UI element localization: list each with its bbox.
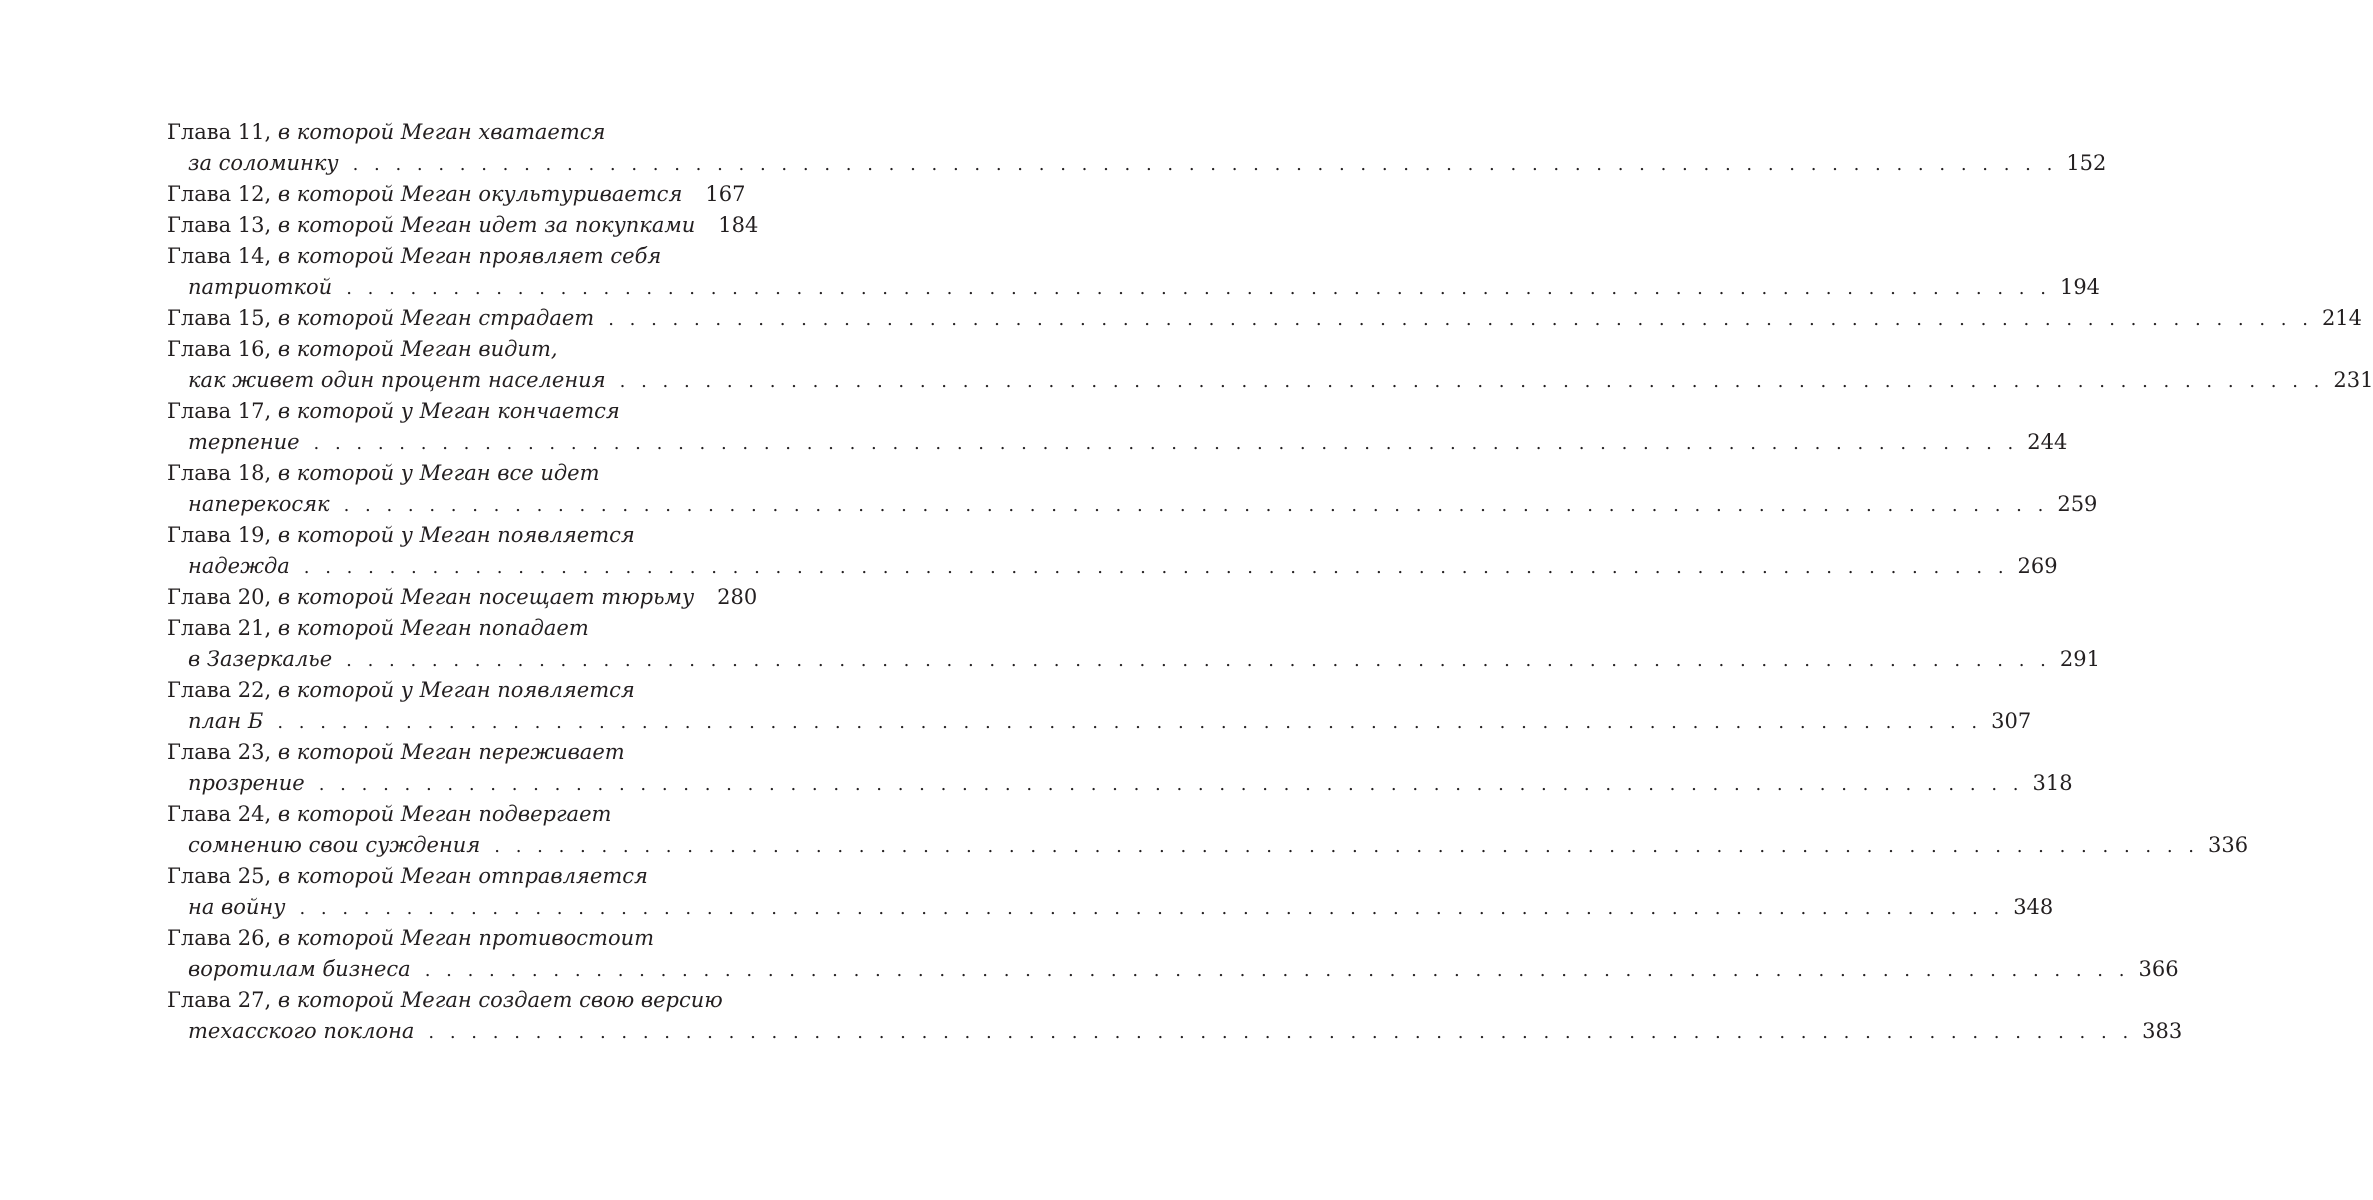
chapter-title: как живет один процент населения (188, 368, 606, 392)
toc-entry-continuation-line (167, 365, 2373, 396)
toc-entry[interactable] (167, 179, 746, 210)
chapter-title: в которой у Меган кончается (277, 399, 620, 423)
dot-leader: . . . . . . . . . . . . . . . . . . . . . . . . . . . . . . . . . . . . . . . . . . . . . . . . . . . . . . . . . . . . . . . . . . . . . . . . . . . . . . . . (352, 154, 2058, 175)
chapter-label: Глава 25, (167, 864, 272, 888)
dot-leader: . . . . . . . . . . . . . . . . . . . . . . . . . . . . . . . . . . . . . . . . . . . . . . . . . . . . . . . . . . . . . . . . . . . . . . . . . . . . . . . . (608, 309, 2313, 330)
page-number: 214 (2321, 306, 2363, 330)
chapter-label: Глава 18, (167, 461, 272, 485)
chapter-label: Глава 23, (167, 740, 272, 764)
dot-leader: . . . . . . . . . . . . . . . . . . . . . . . . . . . . . . . . . . . . . . . . . . . . . . . . . . . . . . . . . . . . . . . . . . . . . . . . . . . . . . . . (313, 433, 2019, 454)
chapter-title: техасского поклона (188, 1019, 415, 1043)
chapter-title: на войну (188, 895, 286, 919)
dot-leader: . . . . . . . . . . . . . . . . . . . . . . . . . . . . . . . . . . . . . . . . . . . . . . . . . . . . . . . . . . . . . . . . . . . . . . . . . . . . . . . . (346, 278, 2051, 299)
chapter-title: в которой Меган создает свою версию (277, 988, 723, 1012)
chapter-title: воротилам бизнеса (188, 957, 411, 981)
toc-entry-first-line (167, 799, 727, 830)
page-number: 184 (718, 213, 759, 237)
toc-entry[interactable] (167, 117, 2107, 179)
toc-entry-continuation-line (167, 768, 2073, 799)
toc-entry-first-line (167, 737, 727, 768)
toc-entry[interactable] (167, 241, 2101, 303)
chapter-label: Глава 16, (167, 337, 272, 361)
page-number: 280 (717, 585, 758, 609)
chapter-title: в которой у Меган появляется (277, 523, 635, 547)
toc-entry[interactable] (167, 458, 2098, 520)
chapter-label: Глава 12, (167, 182, 272, 206)
chapter-label: Глава 17, (167, 399, 272, 423)
dot-leader: . . . . . . . . . . . . . . . . . . . . . . . . . . . . . . . . . . . . . . . . . . . . . . . . . . . . . . . . . . . . . . . . . . . . . . . . . . . . . . . . (318, 774, 2024, 795)
dot-leader: . . . . . . . . . . . . . . . . . . . . . . . . . . . . . . . . . . . . . . . . . . . . . . . . . . . . . . . . . . . . . . . . . . . . . . . . . . . . . . . . (619, 371, 2325, 392)
toc-entry[interactable] (167, 675, 2032, 737)
dot-leader: . . . . . . . . . . . . . . . . . . . . . . . . . . . . . . . . . . . . . . . . . . . . . . . . . . . . . . . . . . . . . . . . . . . . . . . . . . . . . . . . (428, 1022, 2134, 1043)
page-number: 318 (2032, 771, 2073, 795)
toc-entry-continuation-line (167, 1016, 2183, 1047)
toc-entry-first-line (167, 458, 727, 489)
chapter-title: в которой Меган страдает (277, 306, 595, 330)
toc-entry[interactable] (167, 985, 2183, 1047)
toc-entry[interactable] (167, 799, 2249, 861)
toc-entry-first-line (167, 675, 727, 706)
chapter-label: Глава 24, (167, 802, 272, 826)
toc-entry-first-line (167, 582, 758, 613)
page-number: 167 (705, 182, 746, 206)
chapter-title: в которой Меган подвергает (277, 802, 612, 826)
chapter-title: сомнению свои суждения (188, 833, 481, 857)
toc-entry-first-line (167, 334, 727, 365)
page-number: 244 (2027, 430, 2068, 454)
dot-leader: . . . . . . . . . . . . . . . . . . . . . . . . . . . . . . . . . . . . . . . . . . . . . . . . . . . . . . . . . . . . . . . . . . . . . . . . . . . . . . . . (299, 898, 2005, 919)
toc-entry-continuation-line (167, 489, 2098, 520)
chapter-title: в которой Меган видит, (277, 337, 558, 361)
toc-entry-continuation-line (167, 551, 2058, 582)
page-number: 348 (2013, 895, 2054, 919)
chapter-label: Глава 11, (167, 120, 272, 144)
toc-entry-continuation-line (167, 706, 2032, 737)
page-number: 336 (2208, 833, 2249, 857)
chapter-title: в которой Меган идет за покупками (277, 213, 696, 237)
toc-entry-continuation-line (167, 892, 2054, 923)
chapter-title: в которой Меган окультуривается (277, 182, 683, 206)
toc-entry[interactable] (167, 210, 759, 241)
toc-entry-first-line (167, 861, 727, 892)
page-number: 259 (2057, 492, 2098, 516)
page-number: 152 (2066, 151, 2107, 175)
dot-leader: . . . . . . . . . . . . . . . . . . . . . . . . . . . . . . . . . . . . . . . . . . . . . . . . . . . . . . . . . . . . . . . . . . . . . . . . . . . . . . . . (277, 712, 1983, 733)
chapter-label: Глава 19, (167, 523, 272, 547)
dot-leader: . . . . . . . . . . . . . . . . . . . . . . . . . . . . . . . . . . . . . . . . . . . . . . . . . . . . . . . . . . . . . . . . . . . . . . . . . . . . . . . . (494, 836, 2199, 857)
toc-entry[interactable] (167, 396, 2068, 458)
toc-entry-first-line (167, 396, 727, 427)
toc-entry-first-line (167, 210, 759, 241)
dot-leader: . . . . . . . . . . . . . . . . . . . . . . . . . . . . . . . . . . . . . . . . . . . . . . . . . . . . . . . . . . . . . . . . . . . . . . . . . . . . . . . . (424, 960, 2130, 981)
chapter-label: Глава 20, (167, 585, 272, 609)
toc-entry-continuation-line (167, 272, 2101, 303)
chapter-label: Глава 15, (167, 306, 272, 330)
chapter-title: в которой Меган противостоит (277, 926, 655, 950)
toc-entry-first-line (167, 117, 727, 148)
toc-entry-continuation-line (167, 830, 2249, 861)
chapter-label: Глава 27, (167, 988, 272, 1012)
page-number: 231 (2333, 368, 2373, 392)
toc-entry-first-line (167, 923, 727, 954)
chapter-title: в которой Меган хватается (277, 120, 606, 144)
page-number: 307 (1991, 709, 2032, 733)
toc-entry[interactable] (167, 303, 2363, 334)
page-number: 194 (2059, 275, 2101, 299)
dot-leader: . . . . . . . . . . . . . . . . . . . . . . . . . . . . . . . . . . . . . . . . . . . . . . . . . . . . . . . . . . . . . . . . . . . . . . . . . . . . . . . . (343, 495, 2049, 516)
page-number: 269 (2017, 554, 2058, 578)
chapter-title: в Зазеркалье (188, 647, 333, 671)
toc-entry-first-line (167, 179, 746, 210)
toc-entry[interactable] (167, 923, 2179, 985)
toc-entry-first-line (167, 520, 727, 551)
chapter-title: в которой у Меган появляется (277, 678, 635, 702)
chapter-label: Глава 22, (167, 678, 272, 702)
chapter-title: надежда (188, 554, 290, 578)
chapter-label: Глава 21, (167, 616, 272, 640)
chapter-title: в которой Меган посещает тюрьму (277, 585, 695, 609)
page-number: 291 (2059, 647, 2100, 671)
chapter-label: Глава 26, (167, 926, 272, 950)
chapter-title: план Б (188, 709, 264, 733)
dot-leader: . . . . . . . . . . . . . . . . . . . . . . . . . . . . . . . . . . . . . . . . . . . . . . . . . . . . . . . . . . . . . . . . . . . . . . . . . . . . . . . . (346, 650, 2051, 671)
chapter-title: за соломинку (188, 151, 339, 175)
dot-leader: . . . . . . . . . . . . . . . . . . . . . . . . . . . . . . . . . . . . . . . . . . . . . . . . . . . . . . . . . . . . . . . . . . . . . . . . . . . . . . . . (303, 557, 2009, 578)
chapter-title: в которой Меган отправляется (277, 864, 648, 888)
chapter-title: в которой Меган проявляет себя (277, 244, 662, 268)
toc-entry-first-line (167, 985, 727, 1016)
chapter-label: Глава 13, (167, 213, 272, 237)
chapter-title: терпение (188, 430, 300, 454)
toc-entry-first-line (167, 241, 727, 272)
toc-entry-first-line (167, 613, 727, 644)
toc-entry-continuation-line (167, 644, 2100, 675)
page-number: 383 (2142, 1019, 2183, 1043)
toc-entry[interactable] (167, 861, 2054, 923)
chapter-title: наперекосяк (188, 492, 330, 516)
chapter-label: Глава 14, (167, 244, 272, 268)
toc-entry-first-line (167, 303, 2363, 334)
chapter-title: в которой у Меган все идет (277, 461, 600, 485)
toc-entry[interactable] (167, 520, 2058, 582)
toc-entry[interactable] (167, 737, 2073, 799)
table-of-contents (167, 117, 2373, 1047)
chapter-title: патриоткой (188, 275, 333, 299)
toc-entry-continuation-line (167, 954, 2179, 985)
toc-entry[interactable] (167, 334, 2373, 396)
toc-entry-continuation-line (167, 148, 2107, 179)
toc-entry[interactable] (167, 582, 758, 613)
chapter-title: в которой Меган попадает (277, 616, 589, 640)
page-number: 366 (2138, 957, 2179, 981)
chapter-title: прозрение (188, 771, 305, 795)
toc-entry-continuation-line (167, 427, 2068, 458)
chapter-title: в которой Меган переживает (277, 740, 625, 764)
toc-entry[interactable] (167, 613, 2100, 675)
